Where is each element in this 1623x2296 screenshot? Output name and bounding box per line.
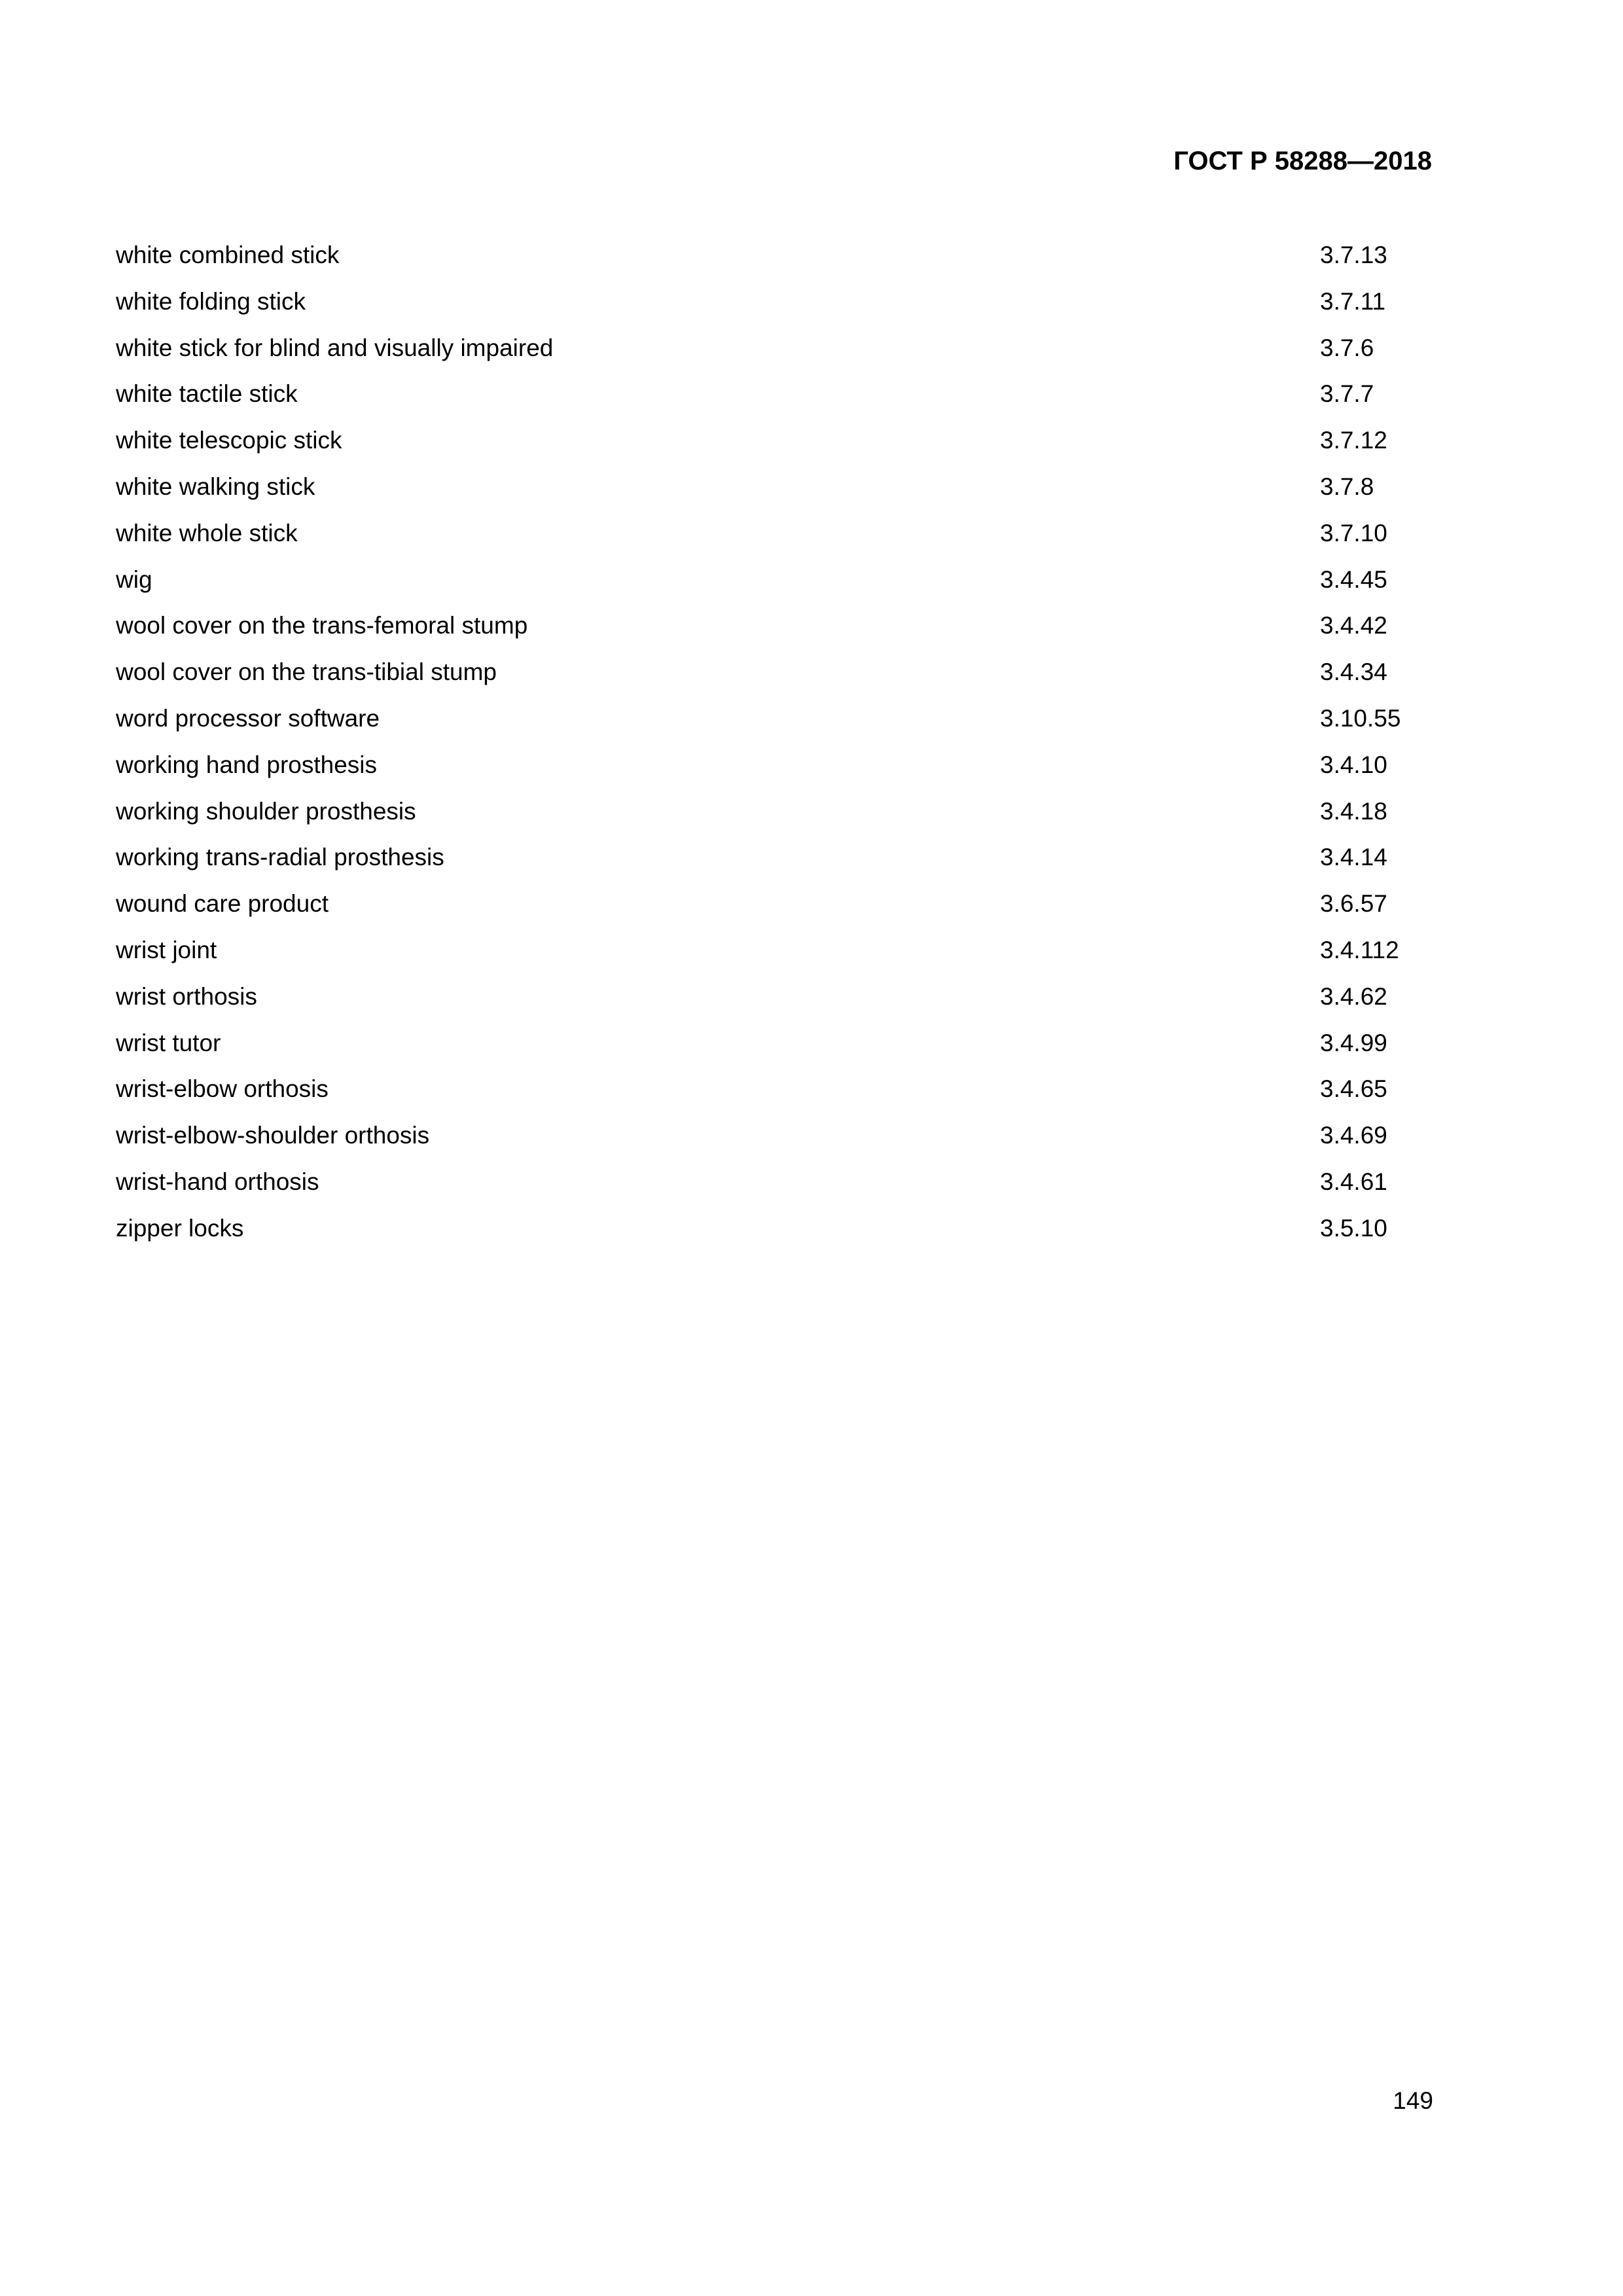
index-row	[116, 1213, 1425, 1259]
index-term: wrist-hand orthosis	[116, 1168, 319, 1195]
index-row	[116, 518, 1425, 564]
index-row	[116, 332, 1425, 379]
index-section-ref: 3.4.65	[1320, 1075, 1387, 1103]
index-row	[116, 610, 1425, 656]
index-section-ref: 3.4.69	[1320, 1122, 1387, 1149]
index-section-ref: 3.7.7	[1320, 380, 1374, 408]
index-section-ref: 3.4.45	[1320, 565, 1387, 593]
index-section-ref: 3.4.99	[1320, 1029, 1387, 1056]
index-term: wool cover on the trans-tibial stump	[116, 658, 497, 686]
index-row	[116, 286, 1425, 332]
index-row	[116, 888, 1425, 935]
index-row	[116, 240, 1425, 286]
page-number: 149	[1393, 2087, 1433, 2114]
index-section-ref: 3.6.57	[1320, 890, 1387, 918]
index-section-ref: 3.7.10	[1320, 519, 1387, 547]
index-section-ref: 3.7.6	[1320, 334, 1374, 361]
index-term: wrist joint	[116, 936, 217, 963]
index-term: word processor software	[116, 704, 380, 732]
index-section-ref: 3.7.8	[1320, 473, 1374, 500]
index-term: wrist-elbow orthosis	[116, 1075, 329, 1103]
index-row	[116, 981, 1425, 1028]
standard-header: ГОСТ Р 58288—2018	[1173, 147, 1432, 175]
index-row	[116, 703, 1425, 749]
index-section-ref: 3.4.14	[1320, 844, 1387, 871]
index-row	[116, 656, 1425, 703]
index-section-ref: 3.4.62	[1320, 982, 1387, 1010]
index-section-ref: 3.4.10	[1320, 751, 1387, 778]
index-term: working hand prosthesis	[116, 751, 377, 778]
index-row	[116, 1166, 1425, 1213]
index-term: white combined stick	[116, 242, 340, 268]
index-term: white stick for blind and visually impaired	[116, 334, 554, 361]
index-term: wool cover on the trans-femoral stump	[116, 612, 528, 639]
index-section-ref: 3.4.61	[1320, 1168, 1387, 1195]
index-section-ref: 3.4.112	[1320, 936, 1399, 963]
index-row	[116, 749, 1425, 796]
index-section-ref: 3.5.10	[1320, 1214, 1387, 1242]
index-section-ref: 3.10.55	[1320, 704, 1401, 732]
index-term: white whole stick	[116, 519, 298, 547]
index-row	[116, 378, 1425, 425]
index-row	[116, 564, 1425, 611]
index-term: wrist-elbow-shoulder orthosis	[116, 1122, 430, 1149]
index-term: wrist orthosis	[116, 982, 257, 1010]
index-term: wrist tutor	[116, 1029, 221, 1056]
index-row	[116, 935, 1425, 981]
index-term: working trans-radial prosthesis	[116, 844, 444, 871]
index-section-ref: 3.4.34	[1320, 658, 1387, 686]
index-section-ref: 3.4.18	[1320, 797, 1387, 825]
index-term: working shoulder prosthesis	[116, 797, 416, 825]
index-row	[116, 471, 1425, 518]
index-section-ref: 3.7.11	[1320, 287, 1386, 315]
index-term: white folding stick	[116, 287, 306, 315]
index-term: wound care product	[116, 890, 329, 918]
index-term: white tactile stick	[116, 380, 298, 408]
index-row	[116, 842, 1425, 888]
index-term: zipper locks	[116, 1214, 244, 1242]
index-section-ref: 3.7.12	[1320, 427, 1387, 454]
index-term: wig	[116, 565, 152, 593]
index-row	[116, 1073, 1425, 1120]
index-row	[116, 1120, 1425, 1166]
index-term: white telescopic stick	[116, 427, 342, 454]
index-row	[116, 1028, 1425, 1074]
index-section-ref: 3.4.42	[1320, 612, 1387, 639]
index-row	[116, 796, 1425, 842]
index-list	[116, 240, 1425, 1259]
index-term: white walking stick	[116, 473, 315, 500]
index-section-ref: 3.7.13	[1320, 242, 1387, 268]
index-row	[116, 425, 1425, 471]
